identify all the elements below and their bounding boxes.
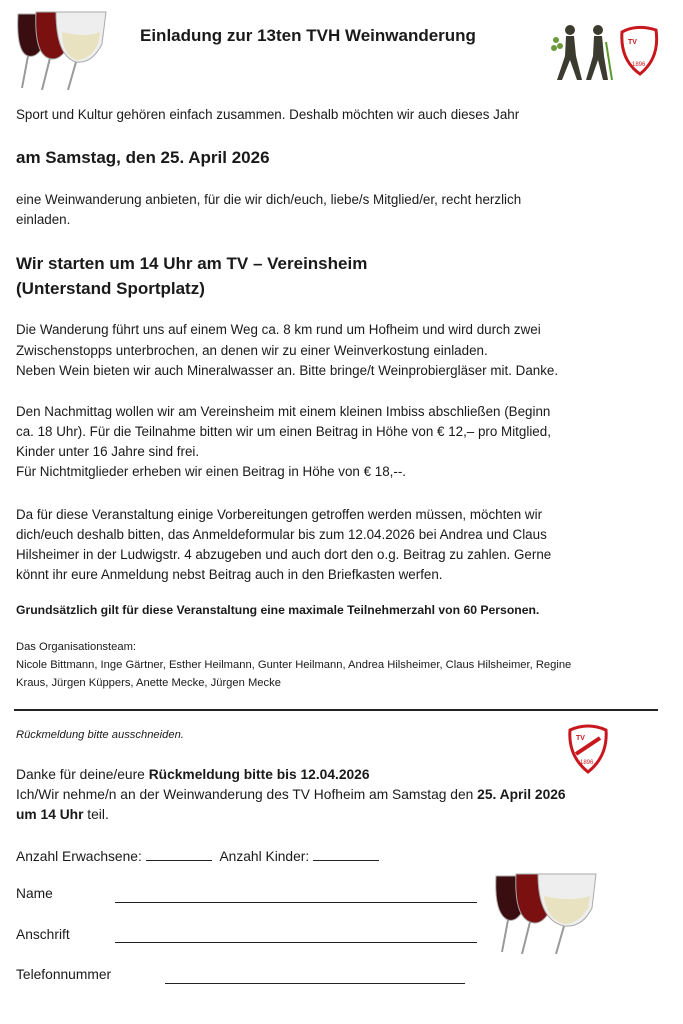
- intro-text: Sport und Kultur gehören einfach zusammen. Deshalb möchten wir auch dieses Jahr: [16, 107, 520, 122]
- para1-line: Zwischenstopps unterbrochen, an denen wir zu einer Weinverkostung einladen.: [16, 343, 488, 358]
- phone-label: Telefonnummer: [16, 967, 112, 982]
- name-label: Name: [16, 886, 53, 901]
- max-participants-note: Grundsätzlich gilt für diese Veranstaltung eine maximale Teilnehmerzahl von 60 Personen.: [16, 603, 540, 617]
- tv-hofheim-logo-icon: [566, 724, 610, 774]
- address-label: Anschrift: [16, 927, 70, 942]
- count-row: [16, 846, 379, 867]
- svg-text:1896: 1896: [580, 760, 594, 766]
- para3-line: dich/euch deshalb bitten, das Anmeldeformular bis zum 12.04.2026 bei Andrea und Claus: [16, 527, 547, 542]
- adults-label: Anzahl Erwachsene:: [16, 849, 142, 864]
- start-heading-1: Wir starten um 14 Uhr am TV – Vereinsheim: [16, 254, 368, 273]
- cut-line-divider: [14, 709, 658, 711]
- wine-glasses-image: [488, 870, 618, 954]
- para3-line: könnt ihr eure Anmeldung nebst Beitrag auch in den Briefkasten werfen.: [16, 567, 443, 582]
- svg-text:1896: 1896: [632, 62, 646, 68]
- kids-field[interactable]: [313, 846, 379, 861]
- para1-line: Neben Wein bieten wir auch Mineralwasser an. Bitte bringe/t Weinprobiergläser mit. Danke.: [16, 363, 559, 378]
- reply-deadline: Danke für deine/eure Rückmeldung bitte bis 12.04.2026: [16, 767, 370, 782]
- para2-line: Kinder unter 16 Jahre sind frei.: [16, 444, 200, 459]
- para3-line: Hilsheimer in der Ludwigstr. 4 abzugeben und auch dort den o.g. Beitrag zu zahlen. Gerne: [16, 547, 552, 562]
- para3-line: Da für diese Veranstaltung einige Vorbereitungen getroffen werden müssen, möchten wir: [16, 507, 543, 522]
- attendance-line-2: um 14 Uhr teil.: [16, 807, 109, 822]
- hiking-tv-logo-icon: [548, 22, 663, 84]
- kids-label: Anzahl Kinder:: [219, 849, 310, 864]
- para2-line: ca. 18 Uhr). Für die Teilnahme bitten wir um einen Beitrag in Höhe von € 12,– pro Mitglied,: [16, 424, 551, 439]
- page-title: Einladung zur 13ten TVH Weinwanderung: [140, 26, 476, 45]
- svg-text:TV: TV: [576, 735, 585, 742]
- attendance-line-1: Ich/Wir nehme/n an der Weinwanderung des TV Hofheim am Samstag den 25. April 2026: [16, 787, 566, 802]
- phone-field[interactable]: [165, 983, 465, 984]
- cut-note: Rückmeldung bitte ausschneiden.: [16, 729, 184, 741]
- name-field[interactable]: [115, 902, 477, 903]
- wine-glasses-image: [6, 8, 126, 90]
- address-field[interactable]: [115, 942, 477, 943]
- event-date: am Samstag, den 25. April 2026: [16, 148, 270, 167]
- start-heading-2: (Unterstand Sportplatz): [16, 279, 205, 298]
- invite-line-2: einladen.: [16, 212, 71, 227]
- para2-line: Für Nichtmitglieder erheben wir einen Beitrag in Höhe von € 18,--.: [16, 464, 407, 479]
- team-names-line: Kraus, Jürgen Küppers, Anette Mecke, Jürgen Mecke: [16, 677, 281, 689]
- team-names-line: Nicole Bittmann, Inge Gärtner, Esther Heilmann, Gunter Heilmann, Andrea Hilsheimer, Claus Hilsheimer, Regine: [16, 659, 572, 671]
- para2-line: Den Nachmittag wollen wir am Vereinsheim mit einem kleinen Imbiss abschließen (Beginn: [16, 404, 551, 419]
- team-label: Das Organisationsteam:: [16, 641, 137, 653]
- invite-line-1: eine Weinwanderung anbieten, für die wir dich/euch, liebe/s Mitglied/er, recht herzlich: [16, 192, 522, 207]
- para1-line: Die Wanderung führt uns auf einem Weg ca. 8 km rund um Hofheim und wird durch zwei: [16, 322, 541, 337]
- svg-text:TV: TV: [628, 39, 637, 46]
- adults-field[interactable]: [146, 846, 212, 861]
